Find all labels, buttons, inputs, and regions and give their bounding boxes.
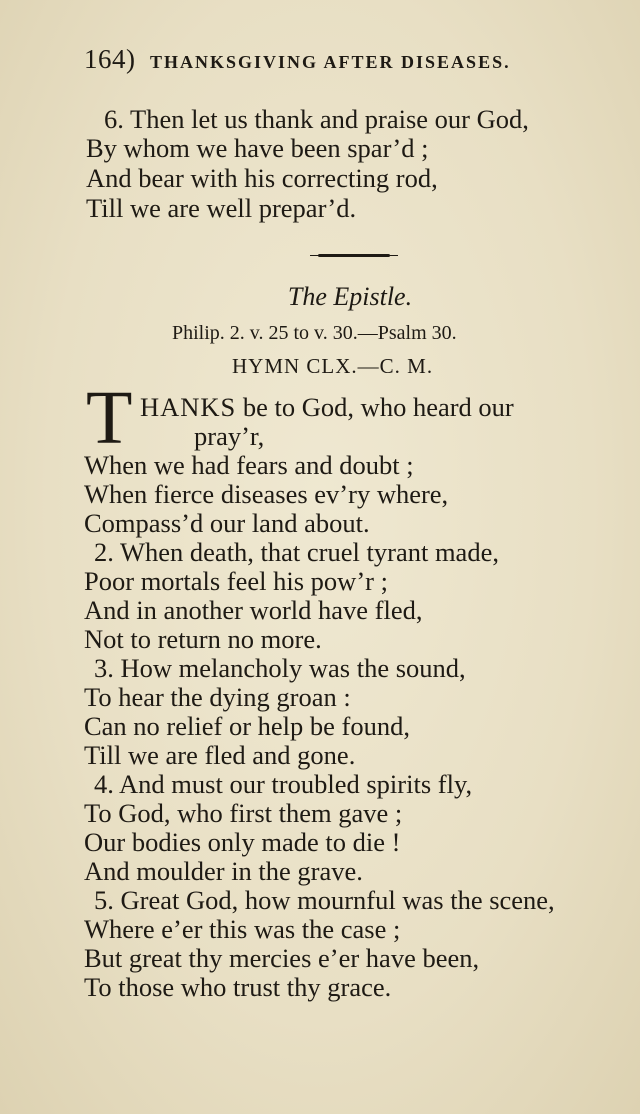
verse-line: And bear with his correcting rod, — [86, 163, 438, 193]
verse-line: To those who trust thy grace. — [84, 972, 392, 1002]
verse-line: 3. How melancholy was the sound, — [94, 653, 466, 683]
verse-line: 2. When death, that cruel tyrant made, — [94, 537, 499, 567]
section-divider — [318, 254, 390, 257]
verse-line: When fierce diseases ev’ry where, — [84, 479, 449, 509]
verse-line: Till we are fled and gone. — [84, 740, 356, 770]
verse-line: But great thy mercies e’er have been, — [84, 943, 480, 973]
verse-line: Can no relief or help be found, — [84, 711, 410, 741]
verse-line: And moulder in the grave. — [84, 856, 363, 886]
verse-line: 6. Then let us thank and praise our God, — [104, 104, 529, 134]
verse-line: By whom we have been spar’d ; — [86, 133, 429, 163]
verse-line: Till we are well prepar’d. — [86, 193, 357, 223]
verse-line: And in another world have fled, — [84, 595, 423, 625]
verse-line: Compass’d our land about. — [84, 508, 370, 538]
page-number: 164) — [84, 44, 136, 74]
first-word-caps: HANKS — [140, 392, 237, 422]
verse-line: 5. Great God, how mournful was the scene, — [94, 885, 555, 915]
verse-line: When we had fears and doubt ; — [84, 450, 414, 480]
first-line-tail: be to God, who heard our — [236, 392, 514, 422]
verse-line: To God, who first them gave ; — [84, 798, 403, 828]
verse-line: To hear the dying groan : — [84, 682, 351, 712]
hymn-first-line — [140, 392, 514, 422]
verse-line: Where e’er this was the case ; — [84, 914, 401, 944]
verse-line: Not to return no more. — [84, 624, 322, 654]
verse-line: 4. And must our troubled spirits fly, — [94, 769, 473, 799]
running-title: THANKSGIVING AFTER DISEASES. — [150, 52, 511, 72]
scripture-reference: Philip. 2. v. 25 to v. 30.—Psalm 30. — [172, 322, 457, 344]
section-title: The Epistle. — [287, 282, 413, 311]
page-header — [84, 44, 624, 75]
verse-line: Poor mortals feel his pow’r ; — [84, 566, 388, 596]
hymn-heading: HYMN CLX.—C. M. — [232, 354, 434, 378]
verse-line: pray’r, — [194, 421, 265, 451]
verse-line: Our bodies only made to die ! — [84, 827, 401, 857]
drop-cap: T — [86, 376, 133, 460]
